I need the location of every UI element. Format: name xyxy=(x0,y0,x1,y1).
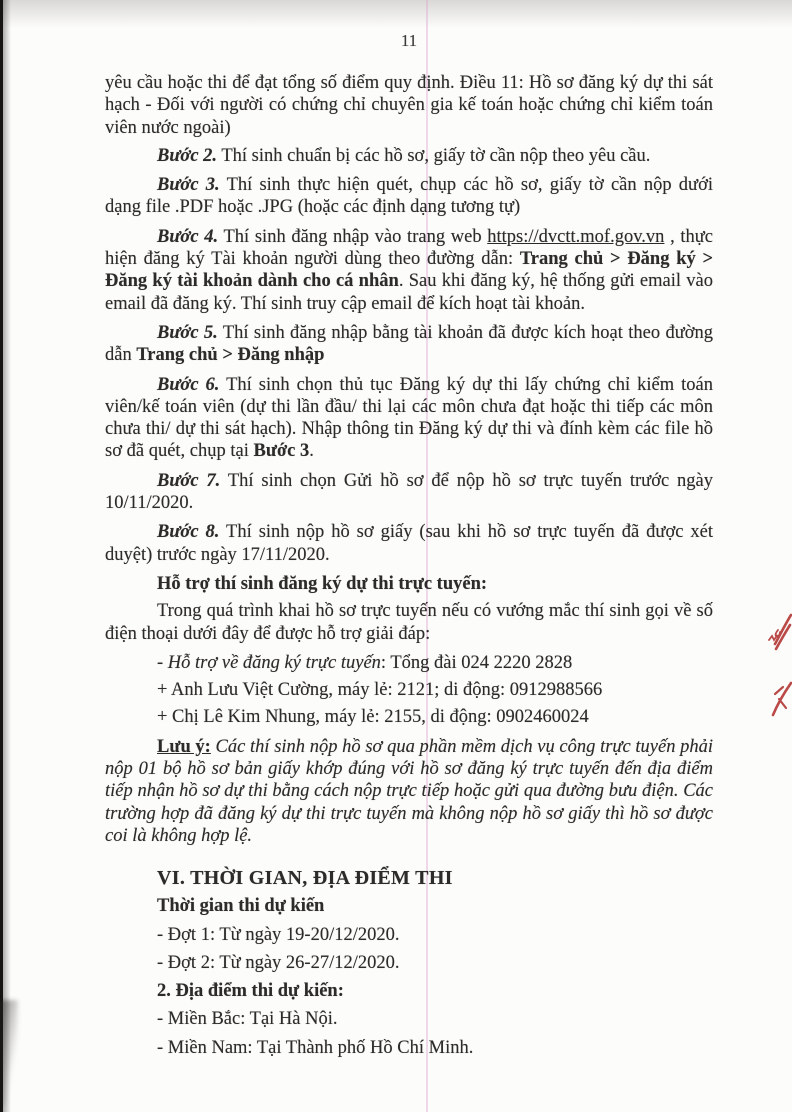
registration-url-link: https://dvctt.mof.gov.vn xyxy=(487,226,665,247)
document-text-column xyxy=(105,30,713,1065)
step-2-label: Bước 2. xyxy=(157,145,218,166)
support-hotline xyxy=(105,652,713,674)
step-7-label: Bước 7. xyxy=(157,470,221,491)
section-vi-time-heading: Thời gian thi dự kiến xyxy=(157,896,325,917)
step-8-label: Bước 8. xyxy=(157,522,220,543)
paragraph-step-2 xyxy=(105,145,713,167)
paragraph-step-6 xyxy=(105,374,713,463)
support-intro: Trong quá trình khai hồ sơ trực tuyến nếu có vướng mắc thí sinh gọi về số điện thoại dưới đây để được hỗ trợ giải đáp: xyxy=(105,601,713,644)
paragraph-step-3 xyxy=(105,174,713,219)
section-vi xyxy=(105,866,713,1059)
red-pen-marks xyxy=(754,603,792,723)
paragraph-step-5 xyxy=(105,322,713,367)
step-5-menu-path: Trang chủ > Đăng nhập xyxy=(136,345,325,366)
step-4-text-pre: Thí sinh đăng nhập vào trang web xyxy=(223,226,482,247)
support-hotline-value: : Tổng đài 024 2220 2828 xyxy=(380,652,573,673)
section-vi-round-2: - Đợt 2: Từ ngày 26-27/12/2020. xyxy=(157,952,400,973)
step-6-bold-ref: Bước 3 xyxy=(253,441,310,462)
step-4-text-post: . Sau khi đăng ký, hệ thống gửi email vào email đã đăng ký. Thí sinh truy cập email để kích hoạt tài khoản. xyxy=(105,271,713,314)
section-vi-place-heading: 2. Địa điểm thi dự kiến: xyxy=(157,981,344,1002)
section-vi-place-2: - Miền Nam: Tại Thành phố Hồ Chí Minh. xyxy=(157,1037,474,1058)
section-vi-round-1: - Đợt 1: Từ ngày 19-20/12/2020. xyxy=(157,924,400,945)
support-contact-1: + Anh Lưu Việt Cường, máy lẻ: 2121; di động: 0912988566 xyxy=(157,680,603,701)
step-3-text: Thí sinh thực hiện quét, chụp các hồ sơ, giấy tờ cần nộp dưới dạng file .PDF hoặc .JPG (hoặc các định dạng tương tự) xyxy=(105,175,714,218)
scan-bottom-left-smudge xyxy=(0,1000,18,1105)
step-2-text: Thí sinh chuẩn bị các hồ sơ, giấy tờ cần nộp theo yêu cầu. xyxy=(221,145,651,166)
note-label: Lưu ý: xyxy=(157,736,211,757)
step-3-label: Bước 3. xyxy=(157,175,220,196)
support-heading: Hỗ trợ thí sinh đăng ký dự thi trực tuyến: xyxy=(157,573,488,594)
step-6-text-post: . xyxy=(309,441,314,462)
step-6-text-pre: Thí sinh chọn thủ tục Đăng ký dự thi lấy chứng chỉ kiểm toán viên/kế toán viên (dự thi lần đầu/ thi lại các môn chưa đạt hoặc thi tiếp các môn chưa thi/ dự thi sát hạch). Nhập thông tin Đăng ký dự thi và đính kèm các file hồ sơ đã quét, chụp tại xyxy=(105,374,713,462)
scan-top-shadow xyxy=(0,0,792,28)
step-7-text: Thí sinh chọn Gửi hồ sơ để nộp hồ sơ trực tuyến trước ngày 10/11/2020. xyxy=(105,470,714,514)
paragraph-step-7 xyxy=(105,470,713,515)
step-5-label: Bước 5. xyxy=(157,322,218,343)
note-text: Các thí sinh nộp hồ sơ qua phần mềm dịch vụ công trực tuyến phải nộp 01 bộ hồ sơ bản giấy khớp đúng với hồ sơ đăng ký trực tuyến đến địa điểm tiếp nhận hồ sơ dự thi bằng cách nộp trực tiếp hoặc gửi qua đường bưu điện. Các trường hợp đã đăng ký dự thi trực tuyến mà không nộp hồ sơ giấy thì hồ sơ được coi là không hợp lệ. xyxy=(105,736,714,846)
section-vi-place-1: - Miền Bắc: Tại Hà Nội. xyxy=(157,1009,338,1030)
note-paragraph xyxy=(105,736,713,847)
step-4-text-mid: , thực hiện đăng ký Tài khoản người dùng theo đường dẫn: xyxy=(105,226,714,270)
step-5-text-pre: Thí sinh đăng nhập bằng tài khoản đã được kích hoạt theo đường dẫn xyxy=(105,322,714,366)
paragraph-step-4 xyxy=(105,226,713,315)
section-vi-title: VI. THỜI GIAN, ĐỊA ĐIỂM THI xyxy=(157,867,453,890)
step-4-label: Bước 4. xyxy=(157,226,219,247)
paragraph-intro: yêu cầu hoặc thi để đạt tổng số điểm quy định. Điều 11: Hồ sơ đăng ký dự thi sát hạch - Đối với người có chứng chỉ chuyên gia kế toán hoặc chứng chỉ kiểm toán viên nước ngoài) xyxy=(105,73,713,138)
paragraph-step-8 xyxy=(105,521,713,566)
step-6-label: Bước 6. xyxy=(157,374,220,395)
support-hotline-label: - Hỗ trợ về đăng ký trực tuyến xyxy=(157,652,381,673)
scan-left-edge-fade xyxy=(3,0,11,1112)
page-number: 11 xyxy=(400,31,418,50)
step-4-menu-path: Trang chủ > Đăng ký > Đăng ký tài khoản dành cho cá nhân xyxy=(105,249,714,292)
support-contact-2: + Chị Lê Kim Nhung, máy lẻ: 2155, di động: 0902460024 xyxy=(157,707,589,728)
step-8-text: Thí sinh nộp hồ sơ giấy (sau khi hồ sơ trực tuyến đã được xét duyệt) trước ngày 17/11/2020. xyxy=(105,522,714,565)
